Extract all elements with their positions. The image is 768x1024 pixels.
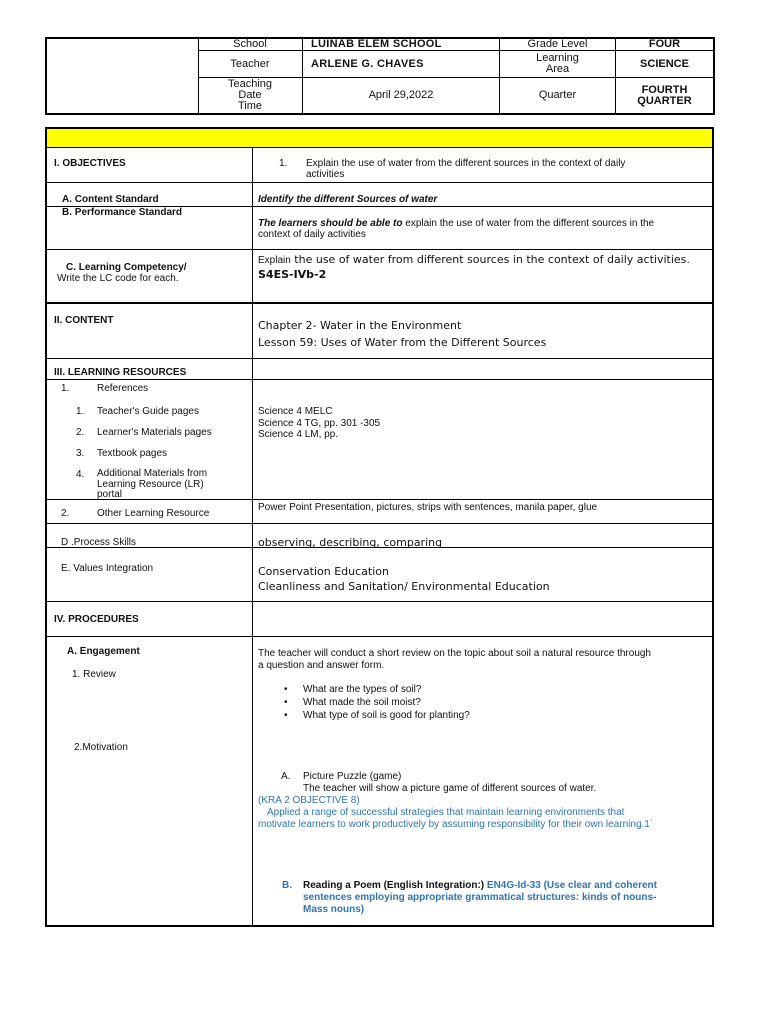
resource-value-line: Science 4 MELC	[258, 406, 333, 417]
motivation-label: 2.Motivation	[74, 742, 128, 753]
row-divider	[47, 182, 712, 183]
competency-code: S4ES-IVb-2	[258, 268, 327, 281]
row-divider	[47, 379, 712, 380]
resources-heading: III. LEARNING RESOURCES	[54, 367, 187, 378]
teacher-label: Teacher	[230, 57, 270, 70]
row-divider	[47, 523, 712, 524]
grade-label: Grade Level	[527, 38, 588, 50]
resource-item-number: 4.	[76, 469, 85, 480]
resource-item-label: Teacher's Guide pages	[97, 406, 199, 417]
engagement-label: A. Engagement	[67, 646, 140, 657]
competency-label-line: Write the LC code for each.	[57, 273, 179, 284]
highlight-bar	[47, 129, 712, 148]
references-label: References	[97, 383, 149, 394]
other-resource-number: 2.	[61, 508, 70, 519]
review-question: What made the soil moist?	[303, 697, 421, 708]
teacher-value: ARLENE G. CHAVES	[311, 57, 424, 70]
poem-line	[303, 880, 657, 892]
performance-line	[258, 218, 654, 229]
values-label: E. Values Integration	[61, 563, 154, 574]
kra-block	[258, 795, 653, 831]
school-label: School	[233, 38, 267, 50]
other-resource-value: Power Point Presentation, pictures, strips with sentences, manila paper, glue	[258, 502, 598, 513]
competency-value	[258, 253, 690, 282]
competency-prefix: Explain	[258, 255, 291, 266]
date-value: April 29,2022	[368, 89, 434, 101]
objectives-text	[306, 158, 625, 180]
puzzle-block	[303, 771, 596, 795]
content-standard-value: Identify the different Sources of water	[258, 194, 438, 205]
review-label: 1. Review	[72, 669, 116, 680]
row-divider	[47, 249, 712, 250]
content-standard-label: A. Content Standard	[62, 194, 159, 205]
process-skills-label: D .Process Skills	[61, 537, 137, 548]
competency-line	[258, 253, 690, 268]
content-value	[258, 317, 546, 351]
objectives-line: activities	[306, 169, 345, 180]
date-label-line: Teaching	[227, 78, 273, 90]
quarter-value-line: QUARTER	[637, 94, 692, 107]
row-divider	[47, 358, 712, 359]
poem-letter: B.	[282, 880, 292, 891]
competency-label	[57, 262, 187, 284]
poem-title: Reading a Poem (English Integration:)	[303, 880, 485, 891]
other-resource-label: Other Learning Resource	[97, 508, 210, 519]
area-value: SCIENCE	[640, 57, 689, 70]
review-intro-line: The teacher will conduct a short review on the topic about soil a natural resource through	[258, 648, 651, 659]
lesson-plan-table	[45, 127, 714, 927]
bullet-icon: •	[284, 684, 288, 695]
resource-value-line: Science 4 LM, pp.	[258, 429, 339, 440]
bullet-icon: •	[284, 697, 288, 708]
resource-item-number: 1.	[76, 406, 85, 417]
poem-line: Mass nouns)	[303, 904, 365, 915]
resource-item-line: portal	[97, 489, 123, 500]
kra-desc-line: motivate learners to work productively by assuming responsibility for their own learning.1`	[258, 819, 654, 830]
review-intro-line: a question and answer form.	[258, 660, 385, 671]
quarter-value	[616, 78, 713, 113]
poem-line: sentences employing appropriate grammatical structures: kinds of nouns-	[303, 892, 657, 903]
performance-standard-value	[258, 218, 654, 240]
kra-heading: (KRA 2 OBJECTIVE 8)	[258, 795, 360, 806]
poem-block	[303, 880, 657, 916]
quarter-label: Quarter	[538, 89, 577, 101]
area-label: Learning Area	[536, 52, 579, 75]
resource-item-number: 2.	[76, 427, 85, 438]
resource-item-line: Additional Materials from	[97, 468, 208, 479]
content-heading: II. CONTENT	[54, 315, 114, 326]
resource-item-label: Learner's Materials pages	[97, 427, 212, 438]
puzzle-letter: A.	[281, 771, 291, 782]
values-line: Cleanliness and Sanitation/ Environmental Education	[258, 580, 550, 593]
procedures-heading: IV. PROCEDURES	[54, 614, 139, 625]
kra-desc-line: Applied a range of successful strategies that maintain learning environments that	[267, 807, 625, 818]
performance-standard-label: B. Performance Standard	[62, 207, 183, 218]
values-line: Conservation Education	[258, 565, 389, 578]
objectives-number: 1.	[279, 158, 288, 169]
resource-values	[258, 406, 380, 441]
competency-label-line: C. Learning Competency/	[66, 262, 187, 273]
review-question: What type of soil is good for planting?	[303, 710, 470, 721]
review-intro	[258, 648, 651, 672]
bullet-icon: •	[284, 710, 288, 721]
references-number: 1.	[61, 383, 70, 394]
content-line: Lesson 59: Uses of Water from the Different Sources	[258, 336, 547, 349]
performance-line: context of daily activities	[258, 229, 366, 240]
objectives-line: Explain the use of water from the different sources in the context of daily	[306, 158, 626, 169]
resource-item-label	[97, 469, 207, 501]
resource-item-number: 3.	[76, 448, 85, 459]
date-label	[198, 78, 302, 113]
quarter-value-line: FOURTH	[641, 83, 688, 96]
resource-item-label: Textbook pages	[97, 448, 168, 459]
school-value: LUINAB ELEM SCHOOL	[311, 38, 442, 50]
resource-value-line: Science 4 TG, pp. 301 -305	[258, 417, 381, 429]
column-divider	[252, 147, 253, 925]
header-blank-cell	[47, 39, 199, 113]
header-table	[45, 37, 715, 115]
review-question: What are the types of soil?	[303, 684, 422, 695]
grade-value: FOUR	[648, 38, 681, 50]
performance-bold: The learners should be able to	[258, 218, 403, 229]
values-value	[258, 564, 550, 594]
performance-rest: explain the use of water from the different sources in the	[402, 218, 655, 229]
resource-item-line: Learning Resource (LR)	[97, 478, 204, 490]
competency-main: the use of water from different sources in the context of daily activities.	[290, 253, 690, 266]
date-label-line: Time	[237, 100, 263, 112]
date-label-line: Date	[238, 89, 262, 101]
content-line: Chapter 2- Water in the Environment	[258, 319, 462, 332]
row-divider	[47, 636, 712, 637]
puzzle-title: Picture Puzzle (game)	[303, 771, 402, 782]
puzzle-desc: The teacher will show a picture game of different sources of water.	[303, 783, 597, 794]
process-skills-value: observing, describing, comparing	[258, 536, 443, 549]
row-divider	[47, 601, 712, 602]
poem-code: EN4G-Id-33 (Use clear and coherent	[484, 880, 657, 891]
row-divider	[47, 302, 712, 304]
objectives-heading: I. OBJECTIVES	[54, 158, 126, 169]
